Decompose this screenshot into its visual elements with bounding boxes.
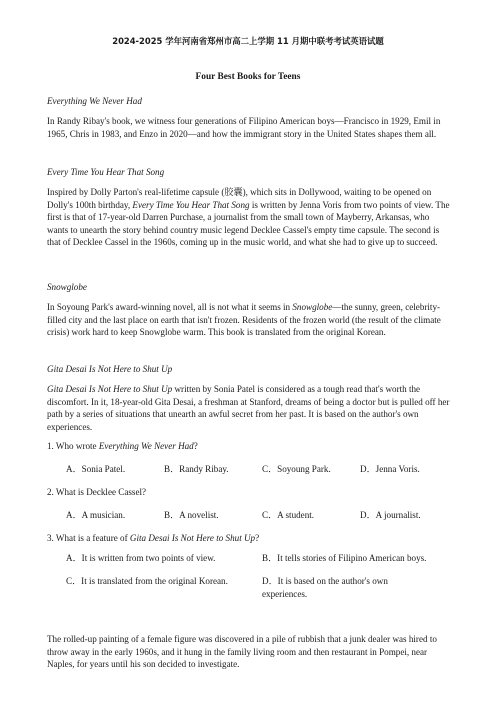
question-1-post: ? xyxy=(193,441,198,451)
question-1 xyxy=(47,440,198,453)
article-title: Four Best Books for Teens xyxy=(195,72,301,82)
q1-option-d[interactable]: D．Jenna Voris. xyxy=(360,464,420,474)
next-passage-text: The rolled-up painting of a female figure was discovered in a pile of rubbish that a junk dealer was hired to throw away in the early 1960s, and it hung in the family living room and then restaurant in Pompei, near Naples, for years until his son decided to investigate. xyxy=(47,634,437,670)
question-3-post: ? xyxy=(255,533,260,543)
section-body-1-text: In Randy Ribay's book, we witness four generations of Filipino American boys—Francisco in 1929, Emil in 1965, Chris in 1983, and Enzo in 2020—and how the immigrant story in the United States shapes them all. xyxy=(47,116,441,139)
section-body-2-pre: Inspired by Dolly Parton's real-lifetime capsule (胶囊), which sits in Dollywood, waiting to be opened on Dolly's 100th birthday, xyxy=(47,187,432,210)
question-3 xyxy=(47,532,259,545)
section-body-3-pre: In Soyoung Park's award-winning novel, all is not what it seems in xyxy=(47,302,293,312)
next-passage xyxy=(47,633,451,671)
q1-option-c[interactable]: C．Soyoung Park. xyxy=(262,464,331,474)
question-3-pre: 3. What is a feature of xyxy=(47,533,130,543)
q1-option-b[interactable]: B．Randy Ribay. xyxy=(164,464,229,474)
section-body-4-post: written by Sonia Patel is considered as a tough read that's worth the discomfort. In it, 18-year-old Gita Desai, a freshman at Stanford, dreams of being a doctor but is pulled off her path by a series of situations that unearth an awful secret from her past. It is based on the author's own experiences. xyxy=(47,384,450,432)
section-body-4 xyxy=(47,383,451,433)
section-body-3-ital: Snowglobe xyxy=(292,302,333,312)
question-2 xyxy=(47,486,146,499)
q3-option-c[interactable]: C．It is translated from the original Korean. xyxy=(66,576,228,586)
question-1-pre: 1. Who wrote xyxy=(47,441,99,451)
q2-option-c[interactable]: C．A student. xyxy=(262,510,315,520)
section-body-3 xyxy=(47,301,451,339)
section-body-2-ital: Every Time You Hear That Song xyxy=(132,199,250,210)
section-heading-1: Everything We Never Had xyxy=(47,96,142,106)
q2-option-a[interactable]: A．A musician. xyxy=(66,510,126,520)
section-heading-3: Snowglobe xyxy=(47,282,87,292)
q1-option-a[interactable]: A．Sonia Patel. xyxy=(66,464,126,474)
section-body-3-post: —the sunny, green, celebrity-filled city and the last place on earth that isn't frozen. Residents of the frozen world (the result of the climate crisis) work hard to keep Snowglobe warm. This book is translated from the original Korean. xyxy=(47,302,441,338)
q2-option-d[interactable]: D．A journalist. xyxy=(360,510,421,520)
q2-option-b[interactable]: B．A novelist. xyxy=(164,510,219,520)
section-body-1 xyxy=(47,115,451,140)
section-heading-2: Every Time You Hear That Song xyxy=(47,167,165,177)
q3-option-a[interactable]: A．It is written from two points of view. xyxy=(66,553,216,563)
question-3-ital: Gita Desai Is Not Here to Shut Up xyxy=(129,533,256,543)
question-1-ital: Everything We Never Had xyxy=(98,441,194,451)
section-body-2 xyxy=(47,186,451,249)
q3-option-b[interactable]: B．It tells stories of Filipino American boys. xyxy=(262,553,427,563)
section-body-2-post: is written by Jenna Voris from two points of view. The first is that of 17-year-old Darren Purchase, a journalist from the small town of Mayberry, Arkansas, who wants to unearth the story behind country music legend Decklee Cassel's empty time capsule. The second is that of Decklee Cassel in the 1960s, coming up in the music world, and what she had to give up to succeed. xyxy=(47,199,450,248)
q3-option-d[interactable]: D．It is based on the author's own experiences. xyxy=(262,576,388,599)
question-2-pre: 2. What is Decklee Cassel? xyxy=(47,487,147,497)
section-heading-4: Gita Desai Is Not Here to Shut Up xyxy=(47,364,173,374)
section-body-4-ital: Gita Desai Is Not Here to Shut Up xyxy=(47,384,173,394)
exam-title: 2024-2025 学年河南省郑州市高二上学期 11 月期中联考考试英语试题 xyxy=(112,36,384,46)
